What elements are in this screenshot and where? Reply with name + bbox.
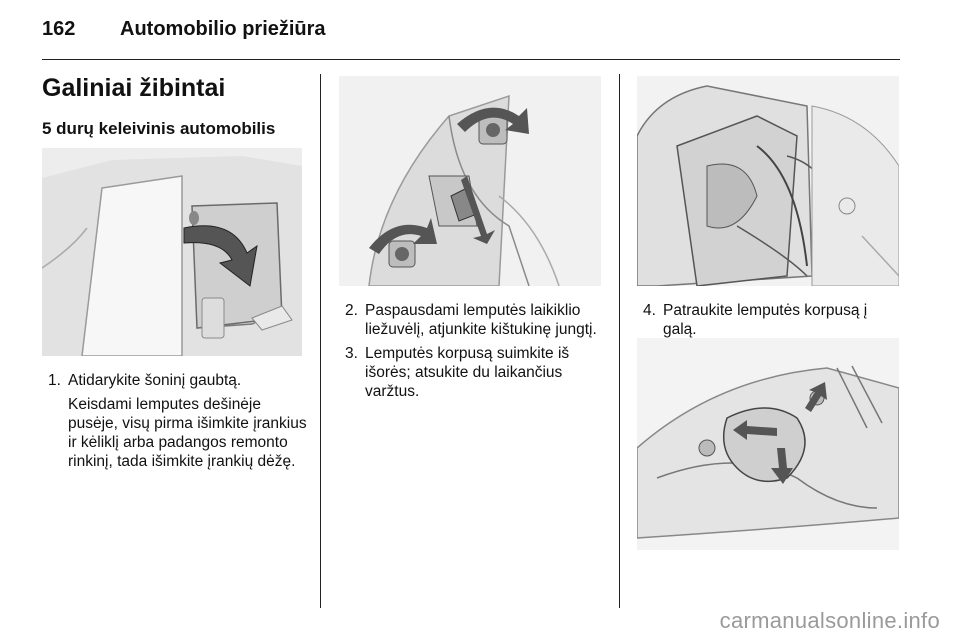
lamp-housing-drawing: [637, 76, 899, 286]
step-2: [345, 301, 613, 339]
step-3-number: 3.: [345, 345, 358, 362]
lamp-housing-illustration: [637, 76, 899, 286]
column-divider: [320, 74, 321, 608]
step-2-text: Paspausdami lemputės laikiklio liežuvėlį, atjunkite kištukinę jungtį.: [365, 302, 597, 338]
step-3-text: Lemputės korpusą suimkite iš išorės; atsukite du laikančius varžtus.: [365, 345, 570, 400]
step-2-number: 2.: [345, 302, 358, 319]
bulb-holder-illustration: [339, 76, 601, 286]
column-divider: [619, 74, 620, 608]
lamp-removal-illustration: [637, 338, 899, 550]
step-4: [643, 301, 893, 339]
page-header: [42, 18, 326, 48]
bulb-holder-drawing: [339, 76, 601, 286]
page-number: 162: [42, 18, 76, 40]
section-title: Galiniai žibintai: [42, 74, 226, 102]
step-3: [345, 344, 595, 401]
side-cover-illustration: [42, 148, 302, 356]
chapter-title: Automobilio priežiūra: [120, 18, 326, 40]
step-1-number: 1.: [48, 372, 61, 389]
section-subtitle: 5 durų keleivinis automobilis: [42, 119, 276, 138]
step-1-text: Atidarykite šoninį gaubtą.: [68, 372, 242, 389]
step-1: [48, 371, 310, 390]
side-cover-drawing: [42, 148, 302, 356]
lamp-removal-drawing: [637, 338, 899, 550]
header-rule: [42, 59, 900, 60]
step-4-text: Patraukite lemputės korpusą į galą.: [663, 302, 868, 338]
watermark: carmanualsonline.info: [719, 608, 940, 633]
step-1-note: Keisdami lemputes dešinėje pusėje, visų pirma išimkite įrankius ir kėliklį arba padangos remonto rinkinį, tada išimkite įrankių dėžę.: [68, 396, 307, 470]
step-4-number: 4.: [643, 302, 656, 319]
